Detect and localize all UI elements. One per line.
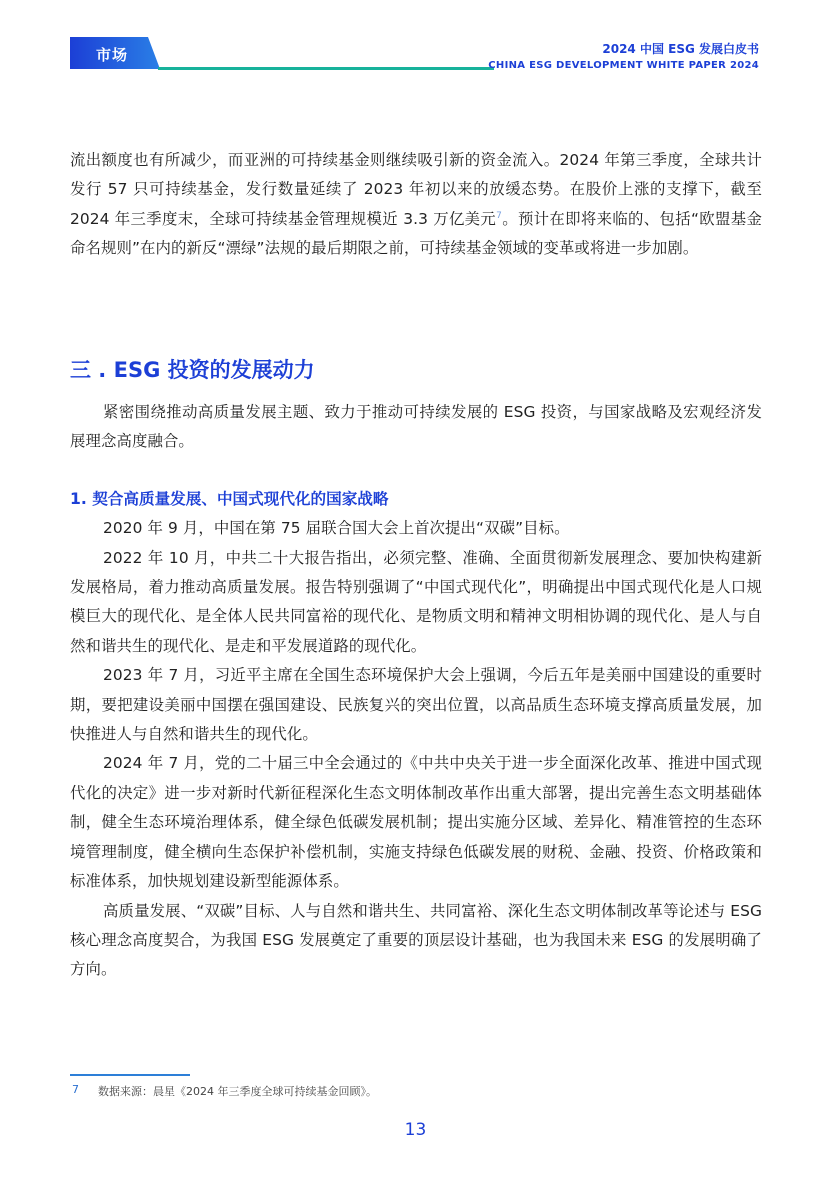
footnote-number: 7 — [72, 1083, 79, 1096]
intro-paragraph — [70, 146, 762, 264]
intro-text-part-1: 流出额度也有所减少，而亚洲的可持续基金则继续吸引新的资金流入。2024 年第三季度，全球共计发行 57 只可持续基金，发行数量延续了 2023 年初以来的放缓态势。在股价上涨的支撑下，截至 2024 年三季度末，全球可持续基金管理规模近 3.3 万亿美元 — [70, 151, 762, 228]
footnote-divider — [70, 1074, 190, 1076]
intro-text-part-2: 。预计在即将来临的、包括“欧盟基金命名规则”在内的新反“漂绿”法规的最后期限之前，可持续基金领域的变革或将进一步加剧。 — [70, 209, 762, 258]
footnote-text: 数据来源：晨星《2024 年三季度全球可持续基金回顾》。 — [98, 1085, 377, 1098]
page-number: 13 — [404, 1120, 427, 1140]
intro-block — [70, 146, 762, 264]
body-paragraph: 2022 年 10 月，中共二十大报告指出，必须完整、准确、全面贯彻新发展理念、要加快构建新发展格局，着力推动高质量发展。报告特别强调了“中国式现代化”，明确提出中国式现代化是人口规模巨大的现代化、是全体人民共同富裕的现代化、是物质文明和精神文明相协调的现代化、是人与自然和谐共生的现代化、是走和平发展道路的现代化。 — [70, 548, 762, 655]
footnote-ref: 7 — [496, 210, 502, 221]
spacer — [70, 457, 762, 485]
body-paragraph: 高质量发展、“双碳”目标、人与自然和谐共生、共同富裕、深化生态文明体制改革等论述与 ESG 核心理念高度契合，为我国 ESG 发展奠定了重要的顶层设计基础，也为我国未来 ESG 的发展明确了方向。 — [70, 901, 762, 979]
section-heading: 三 . ESG 投资的发展动力 — [70, 358, 315, 382]
body-paragraph: 2024 年 7 月，党的二十届三中全会通过的《中共中央关于进一步全面深化改革、推进中国式现代化的决定》进一步对新时代新征程深化生态文明体制改革作出重大部署，提出完善生态文明基础体制，健全生态环境治理体系，健全绿色低碳发展机制；提出实施分区域、差异化、精准管控的生态环境管理制度，健全横向生态保护补偿机制，实施支持绿色低碳发展的财税、金融、投资、价格政策和标准体系，加快规划建设新型能源体系。 — [70, 754, 762, 891]
subsection-heading: 1. 契合高质量发展、中国式现代化的国家战略 — [70, 489, 389, 508]
body-paragraph: 2020 年 9 月，中国在第 75 届联合国大会上首次提出“双碳”目标。 — [103, 519, 570, 538]
section-tab-label: 市场 — [96, 46, 129, 64]
header-divider — [158, 67, 494, 70]
header-title-en: CHINA ESG DEVELOPMENT WHITE PAPER 2024 — [488, 60, 759, 71]
header-title-zh: 2024 中国 ESG 发展白皮书 — [602, 42, 759, 56]
section-tab — [70, 37, 160, 69]
section-body — [70, 398, 762, 985]
section-intro: 紧密围绕推动高质量发展主题、致力于推动可持续发展的 ESG 投资，与国家战略及宏观经济发展理念高度融合。 — [70, 403, 762, 451]
body-paragraph: 2023 年 7 月，习近平主席在全国生态环境保护大会上强调，今后五年是美丽中国建设的重要时期，要把建设美丽中国摆在强国建设、民族复兴的突出位置，以高品质生态环境支撑高质量发展，加快推进人与自然和谐共生的现代化。 — [70, 666, 762, 744]
